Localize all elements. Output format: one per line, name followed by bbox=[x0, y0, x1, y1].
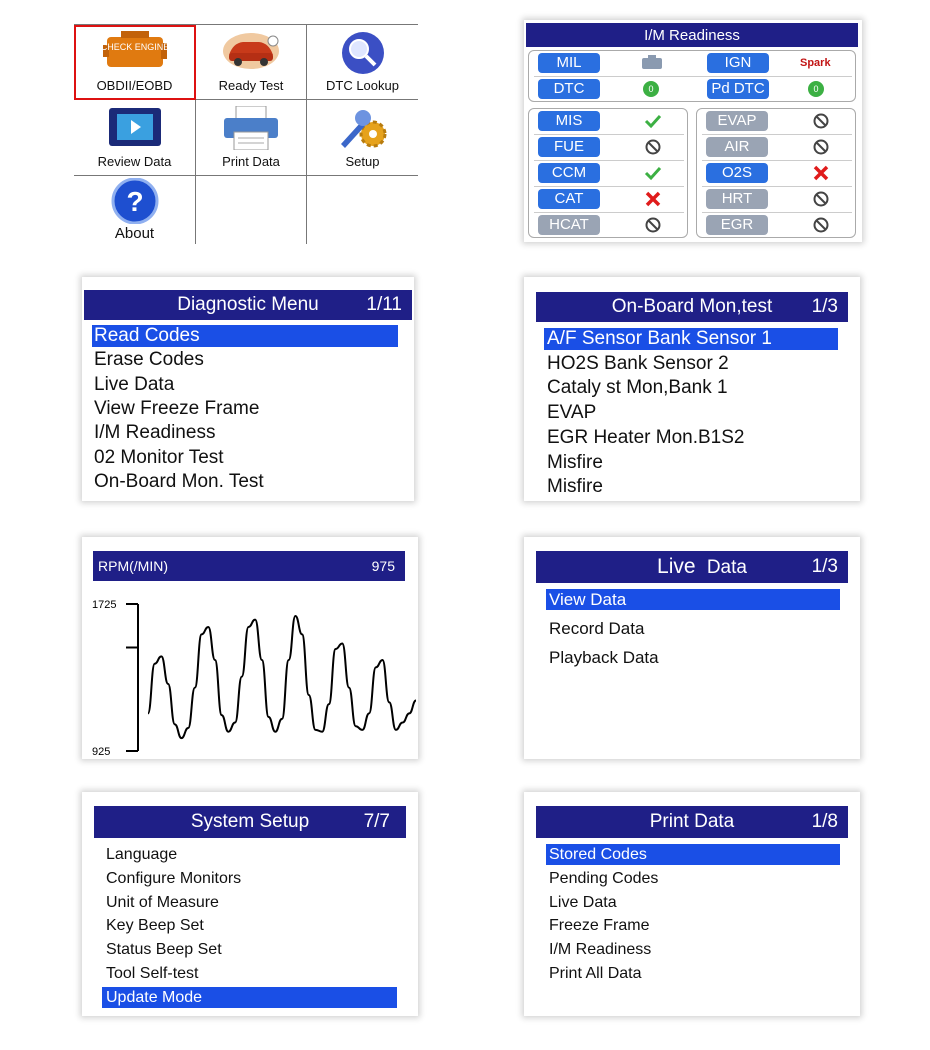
print-title: Print Data bbox=[649, 811, 735, 832]
car-icon bbox=[221, 31, 281, 71]
printer-icon bbox=[222, 106, 280, 150]
menu-item[interactable]: EVAP bbox=[547, 402, 597, 424]
not-applicable-icon bbox=[644, 216, 662, 234]
menu-item[interactable]: On-Board Mon. Test bbox=[94, 470, 264, 492]
menu-item[interactable]: Erase Codes bbox=[94, 349, 204, 371]
monitor-tag-air: AIR bbox=[706, 137, 768, 157]
im-readiness-panel bbox=[524, 20, 862, 242]
menu-item[interactable]: Key Beep Set bbox=[106, 917, 204, 935]
menu-item[interactable]: Status Beep Set bbox=[106, 941, 222, 959]
not-applicable-icon bbox=[812, 112, 830, 130]
pd-dtc-tag: Pd DTC bbox=[707, 79, 769, 99]
diag-page-indicator: 1/11 bbox=[366, 294, 402, 315]
menu-review-data[interactable] bbox=[74, 100, 196, 176]
divider bbox=[534, 186, 684, 187]
menu-dtc-lookup-label: DTC Lookup bbox=[326, 78, 399, 93]
menu-item[interactable]: Print All Data bbox=[549, 965, 642, 982]
im-title-bar bbox=[526, 23, 858, 47]
wrench-gear-icon bbox=[335, 106, 391, 150]
monitor-tag-egr: EGR bbox=[706, 215, 768, 235]
menu-item[interactable]: I/M Readiness bbox=[549, 941, 652, 959]
cross-icon bbox=[644, 190, 662, 208]
diag-title-bar bbox=[84, 290, 412, 320]
ign-tag: IGN bbox=[707, 53, 769, 73]
menu-obdii-label: OBDII/EOBD bbox=[96, 78, 173, 93]
menu-item[interactable]: Unit of Measure bbox=[106, 893, 219, 911]
print-title-bar bbox=[536, 806, 848, 838]
menu-item[interactable]: EGR Heater Mon.B1S2 bbox=[547, 426, 745, 448]
monitor-tag-cat: CAT bbox=[538, 189, 600, 209]
print-page-indicator: 1/8 bbox=[811, 811, 838, 832]
diag-title: Diagnostic Menu bbox=[177, 294, 319, 315]
menu-item[interactable]: Live Data bbox=[94, 373, 175, 395]
selected-menu-item[interactable]: Stored Codes bbox=[546, 844, 840, 865]
divider bbox=[534, 160, 684, 161]
menu-print-data[interactable] bbox=[196, 100, 307, 176]
divider bbox=[702, 134, 852, 135]
rpm-chart bbox=[82, 537, 418, 759]
y-tick-label: 925 bbox=[92, 746, 111, 758]
pd-dtc-count-badge bbox=[808, 81, 824, 97]
menu-item[interactable]: Language bbox=[106, 846, 178, 863]
selected-menu-item[interactable]: Update Mode bbox=[102, 987, 397, 1008]
menu-item[interactable]: Playback Data bbox=[549, 648, 659, 667]
check-engine-icon-text: CHECK ENGINE bbox=[102, 42, 167, 52]
check-icon bbox=[644, 164, 662, 182]
menu-item[interactable]: Cataly st Mon,Bank 1 bbox=[547, 377, 728, 399]
check-icon bbox=[644, 112, 662, 130]
setup-title: System Setup bbox=[190, 811, 310, 832]
menu-item[interactable]: Configure Monitors bbox=[106, 869, 242, 887]
diagnostic-menu-panel bbox=[82, 277, 414, 501]
menu-item[interactable]: Pending Codes bbox=[549, 869, 659, 887]
dtc-count-badge bbox=[643, 81, 659, 97]
divider bbox=[534, 76, 852, 77]
menu-item[interactable]: Misfire bbox=[547, 476, 603, 498]
not-applicable-icon bbox=[812, 216, 830, 234]
divider bbox=[702, 160, 852, 161]
menu-print-data-label: Print Data bbox=[222, 154, 280, 169]
not-applicable-icon bbox=[812, 190, 830, 208]
monitor-tag-mis: MIS bbox=[538, 111, 600, 131]
menu-dtc-lookup[interactable] bbox=[307, 25, 418, 100]
menu-item[interactable]: HO2S Bank Sensor 2 bbox=[547, 352, 729, 374]
mil-tag: MIL bbox=[538, 53, 600, 73]
not-applicable-icon bbox=[812, 138, 830, 156]
selected-menu-item[interactable]: Read Codes bbox=[92, 325, 398, 347]
monitor-tag-evap: EVAP bbox=[706, 111, 768, 131]
y-tick-label: 1725 bbox=[92, 599, 117, 611]
rpm-chart-panel bbox=[82, 537, 418, 759]
selected-menu-item[interactable]: View Data bbox=[546, 589, 840, 610]
menu-obdii-eobd[interactable] bbox=[74, 25, 196, 100]
menu-item[interactable]: View Freeze Frame bbox=[94, 397, 260, 419]
menu-ready-test-label: Ready Test bbox=[218, 78, 284, 93]
magnifier-icon bbox=[339, 31, 387, 75]
question-icon bbox=[110, 178, 160, 224]
monitor-tag-ccm: CCM bbox=[538, 163, 600, 183]
not-applicable-icon bbox=[644, 138, 662, 156]
menu-about[interactable] bbox=[74, 176, 196, 244]
live-title-b: Data bbox=[706, 557, 747, 578]
live-page-indicator: 1/3 bbox=[811, 556, 838, 577]
im-title: I/M Readiness bbox=[644, 26, 740, 44]
live-title bbox=[536, 555, 848, 579]
menu-item[interactable]: 02 Monitor Test bbox=[94, 446, 224, 468]
dtc-tag: DTC bbox=[538, 79, 600, 99]
menu-item[interactable]: Tool Self-test bbox=[106, 965, 199, 982]
ign-value: Spark bbox=[800, 57, 831, 69]
svg-text:?: ? bbox=[125, 186, 144, 217]
onboard-monitor-panel bbox=[524, 277, 860, 501]
check-engine-small-icon bbox=[640, 55, 664, 71]
menu-ready-test[interactable] bbox=[196, 25, 307, 100]
menu-setup[interactable] bbox=[307, 100, 418, 176]
film-icon bbox=[109, 106, 161, 148]
main-menu-panel bbox=[74, 14, 418, 244]
y-axis bbox=[126, 604, 138, 751]
menu-setup-label: Setup bbox=[345, 154, 380, 169]
menu-item[interactable]: Freeze Frame bbox=[549, 917, 650, 935]
monitor-tag-fue: FUE bbox=[538, 137, 600, 157]
rpm-series-line bbox=[148, 616, 416, 738]
cross-icon bbox=[812, 164, 830, 182]
system-setup-panel bbox=[82, 792, 418, 1016]
menu-item[interactable]: Misfire bbox=[547, 451, 603, 473]
menu-about-label: About bbox=[114, 225, 155, 242]
check-engine-icon bbox=[103, 31, 167, 71]
empty-cell bbox=[196, 176, 307, 244]
selected-menu-item[interactable]: A/F Sensor Bank Sensor 1 bbox=[544, 328, 838, 350]
dtc-count: 0 bbox=[648, 84, 654, 94]
live-title-bar bbox=[536, 551, 848, 583]
divider bbox=[534, 134, 684, 135]
onboard-title: On-Board Mon,test bbox=[611, 296, 773, 317]
menu-item[interactable]: Live Data bbox=[549, 893, 617, 911]
monitor-tag-hrt: HRT bbox=[706, 189, 768, 209]
onboard-title-bar bbox=[536, 292, 848, 322]
menu-item[interactable]: Record Data bbox=[549, 619, 645, 638]
rpm-value: 975 bbox=[371, 558, 395, 574]
setup-title-bar bbox=[94, 806, 406, 838]
menu-item[interactable]: I/M Readiness bbox=[94, 422, 216, 444]
print-data-panel bbox=[524, 792, 860, 1016]
menu-review-data-label: Review Data bbox=[97, 154, 172, 169]
onboard-page-indicator: 1/3 bbox=[811, 296, 838, 317]
pd-dtc-count: 0 bbox=[813, 84, 819, 94]
empty-cell bbox=[307, 176, 418, 244]
live-data-panel bbox=[524, 537, 860, 759]
rpm-title: RPM(/MIN) bbox=[98, 558, 168, 574]
monitor-tag-o2s: O2S bbox=[706, 163, 768, 183]
divider bbox=[702, 212, 852, 213]
monitor-tag-hcat: HCAT bbox=[538, 215, 600, 235]
divider bbox=[534, 212, 684, 213]
divider bbox=[702, 186, 852, 187]
setup-page-indicator: 7/7 bbox=[363, 811, 390, 832]
live-title-a: Live bbox=[657, 555, 696, 578]
